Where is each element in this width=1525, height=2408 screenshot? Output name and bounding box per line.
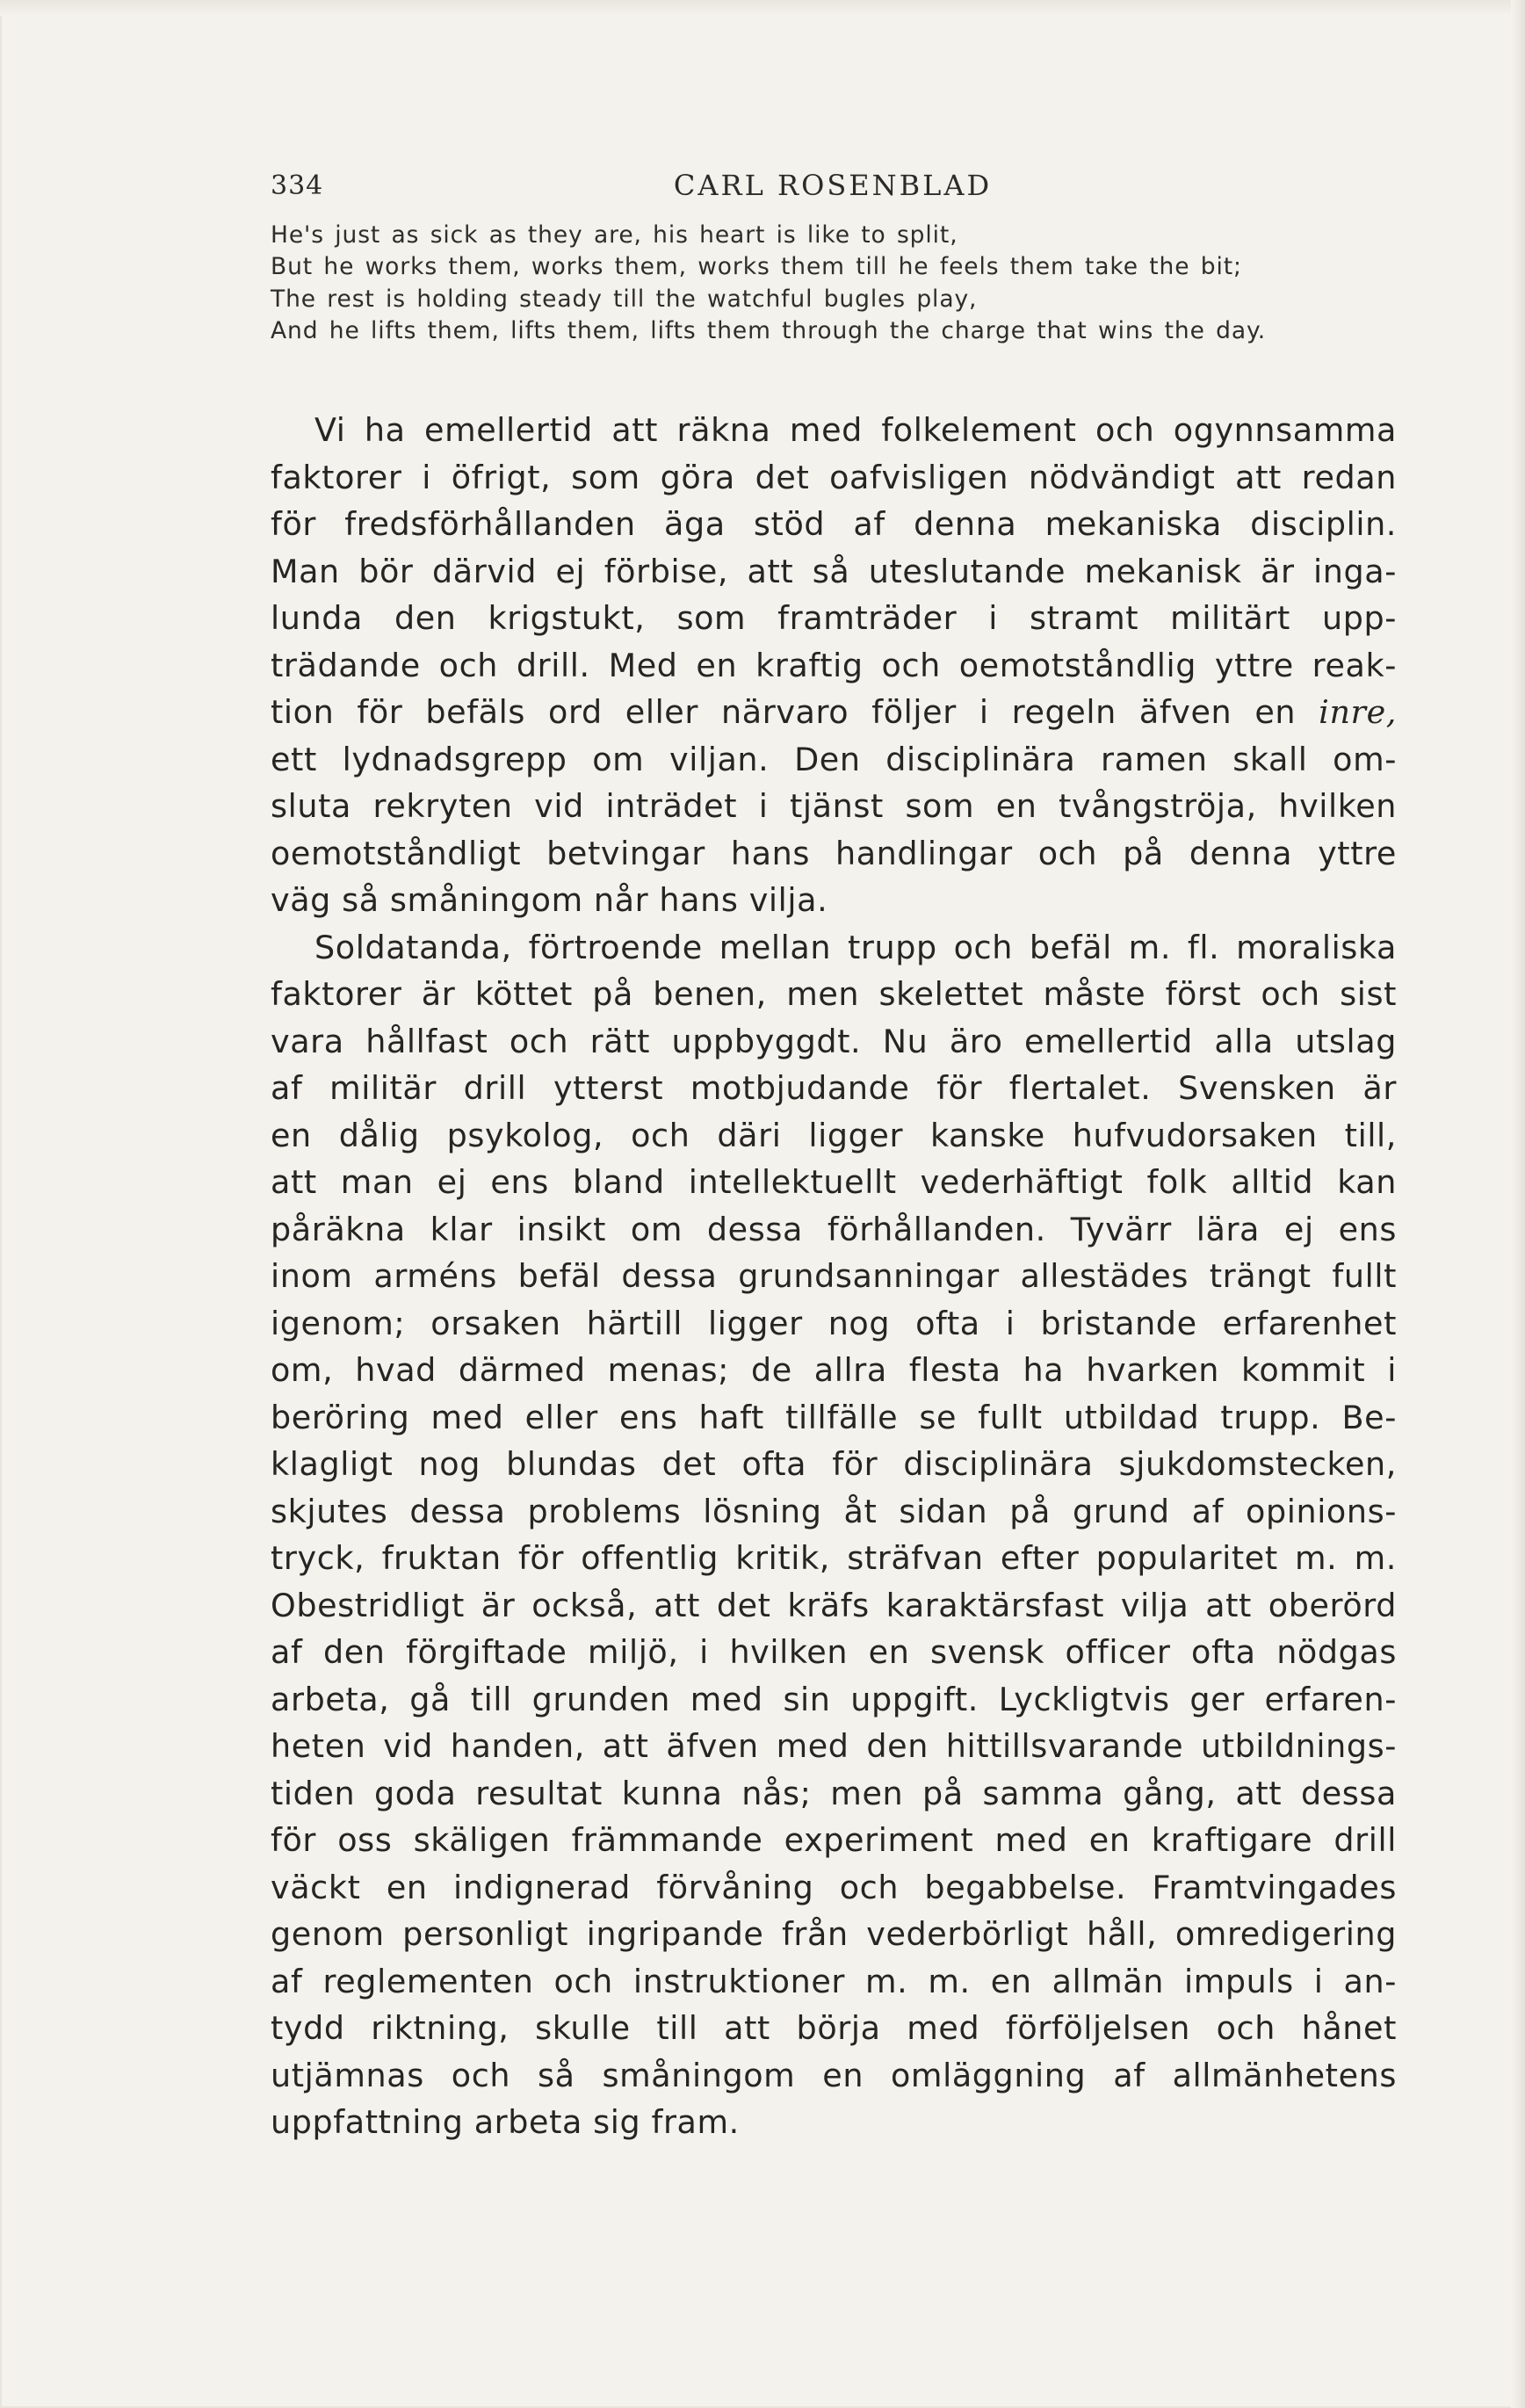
paragraph-line: för fredsförhållanden äga stöd af denna mekaniska disciplin. (271, 505, 1397, 543)
paragraph-line: af den förgiftade miljö, i hvilken en svensk officer ofta nödgas (271, 1633, 1397, 1671)
paragraph-line: lunda den krigstukt, som framträder i stramt militärt upp- (271, 599, 1397, 637)
paragraph-line: Soldatanda, förtroende mellan trupp och befäl m. fl. moraliska (314, 928, 1397, 966)
verse-quotation (271, 220, 1404, 347)
paragraph-line: beröring med eller ens haft tillfälle se fullt utbildad trupp. Be- (271, 1398, 1397, 1436)
paragraph-line: Man bör därvid ej förbise, att så uteslutande mekanisk är inga- (271, 552, 1397, 590)
paragraph-line: Obestridligt är också, att det kräfs karaktärsfast vilja att oberörd (271, 1586, 1397, 1624)
paragraph-line: tydd riktning, skulle till att börja med förföljelsen och hånet (271, 2009, 1397, 2047)
verse-line: But he works them, works them, works them till he feels them take the bit; (271, 253, 1242, 281)
italic-word: inre, (1319, 693, 1398, 731)
paragraph-line: väg så småningom når hans vilja. (271, 881, 828, 919)
paragraph-line: att man ej ens bland intellektuellt vederhäftigt folk alltid kan (271, 1163, 1397, 1201)
page-number: 334 (271, 170, 324, 201)
paragraph-line: faktorer är köttet på benen, men skelettet måste först och sist (271, 975, 1397, 1013)
paragraph-line: Vi ha emellertid att räkna med folkelement och ogynnsamma (314, 411, 1397, 449)
paragraph-line-text: tion för befäls ord eller närvaro följer i regeln äfven en (271, 693, 1297, 731)
page-top-edge (0, 0, 1525, 16)
paragraph-line: faktorer i öfrigt, som göra det oafvisligen nödvändigt att redan (271, 458, 1397, 496)
paragraph-line: genom personligt ingripande från vederbörligt håll, omredigering (271, 1915, 1397, 1953)
page-right-edge (1511, 0, 1525, 2408)
paragraph-line: en dålig psykolog, och däri ligger kanske hufvudorsaken till, (271, 1116, 1397, 1154)
paragraph-line: igenom; orsaken härtill ligger nog ofta i bristande erfarenhet (271, 1304, 1397, 1342)
paragraph-line: sluta rekryten vid inträdet i tjänst som en tvångströja, hvilken (271, 787, 1397, 825)
paragraph-line: klagligt nog blundas det ofta för disciplinära sjukdomstecken, (271, 1445, 1397, 1483)
paragraph-line: trädande och drill. Med en kraftig och oemotståndlig yttre reak- (271, 646, 1397, 684)
verse-line: And he lifts them, lifts them, lifts them through the charge that wins the day. (271, 316, 1267, 344)
page-header (271, 165, 1395, 207)
paragraph-line: af militär drill ytterst motbjudande för flertalet. Svensken är (271, 1069, 1397, 1107)
paragraph-line: ett lydnadsgrepp om viljan. Den disciplinära ramen skall om- (271, 740, 1397, 778)
verse-line: He's just as sick as they are, his heart is like to split, (271, 221, 958, 249)
paragraph-line: väckt en indignerad förvåning och begabbelse. Framtvingades (271, 1868, 1397, 1906)
paragraph-line: för oss skäligen främmande experiment med en kraftigare drill (271, 1821, 1397, 1859)
paragraph-line: påräkna klar insikt om dessa förhållanden. Tyvärr lära ej ens (271, 1210, 1397, 1248)
paragraph-line: arbeta, gå till grunden med sin uppgift. Lyckligtvis ger erfaren- (271, 1680, 1397, 1718)
paragraph-line: uppfattning arbeta sig fram. (271, 2103, 740, 2141)
verse-line: The rest is holding steady till the watchful bugles play, (271, 285, 978, 313)
running-head: CARL ROSENBLAD (673, 169, 993, 202)
body-text (271, 407, 1397, 2146)
paragraph-line: om, hvad därmed menas; de allra flesta ha hvarken kommit i (271, 1351, 1397, 1389)
paragraph-line: tryck, fruktan för offentlig kritik, sträfvan efter popularitet m. m. (271, 1539, 1397, 1577)
paragraph-line-with-italic (271, 689, 1397, 736)
paragraph-line: af reglementen och instruktioner m. m. en allmän impuls i an- (271, 1962, 1397, 2000)
paragraph-line: inom arméns befäl dessa grundsanningar allestädes trängt fullt (271, 1257, 1397, 1295)
paragraph-line: vara hållfast och rätt uppbyggdt. Nu äro emellertid alla utslag (271, 1022, 1397, 1060)
paragraph-line: tiden goda resultat kunna nås; men på samma gång, att dessa (271, 1774, 1397, 1812)
paragraph-line: oemotståndligt betvingar hans handlingar och på denna yttre (271, 834, 1397, 872)
paragraph-line: heten vid handen, att äfven med den hittillsvarande utbildnings- (271, 1727, 1397, 1765)
paragraph-line: skjutes dessa problems lösning åt sidan på grund af opinions- (271, 1492, 1397, 1530)
paragraph-line: utjämnas och så småningom en omläggning af allmänhetens (271, 2056, 1397, 2094)
